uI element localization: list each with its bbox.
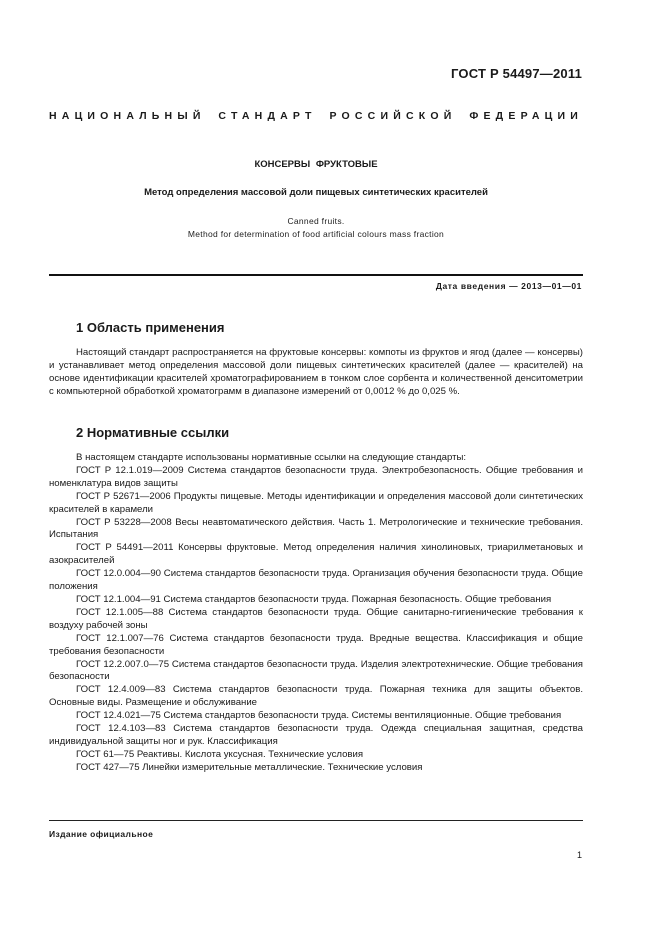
- reference-item: ГОСТ 61—75 Реактивы. Кислота уксусная. Технические условия: [76, 748, 364, 760]
- reference-item: ГОСТ 12.4.009—83 Система стандартов безопасности труда. Пожарная техника для защиты объектов. Основные виды. Размещение и обслуживание: [49, 684, 583, 709]
- footer-divider: [49, 820, 583, 821]
- reference-item: ГОСТ Р 52671—2006 Продукты пищевые. Методы идентификации и определения массовой доли синтетических красителей в карамели: [49, 490, 583, 515]
- reference-item: ГОСТ Р 12.1.019—2009 Система стандартов безопасности труда. Электробезопасность. Общие требования и номенклатура видов защиты: [49, 464, 583, 489]
- section-heading-references: 2 Нормативные ссылки: [76, 425, 230, 440]
- section-body-references: [49, 452, 583, 775]
- section-heading-scope: 1 Область применения: [76, 320, 225, 335]
- reference-item: ГОСТ 12.1.007—76 Система стандартов безопасности труда. Вредные вещества. Классификация и общие требования безопасности: [49, 632, 583, 657]
- paragraph: В настоящем стандарте использованы нормативные ссылки на следующие стандарты:: [76, 452, 467, 463]
- document-title: КОНСЕРВЫ ФРУКТОВЫЕ: [254, 159, 378, 170]
- reference-item: ГОСТ 427—75 Линейки измерительные металлические. Технические условия: [76, 761, 423, 773]
- reference-item: ГОСТ Р 53228—2008 Весы неавтоматического действия. Часть 1. Метрологические и технические требования. Испытания: [49, 516, 583, 541]
- english-subtitle: Method for determination of food artificial colours mass fraction: [187, 229, 445, 239]
- english-title: Canned fruits.: [287, 216, 345, 226]
- reference-item: ГОСТ 12.1.005—88 Система стандартов безопасности труда. Общие санитарно-гигиенические требования к воздуху рабочей зоны: [49, 606, 583, 631]
- page-number: 1: [576, 850, 582, 860]
- introduction-date: Дата введения — 2013—01—01: [435, 281, 582, 291]
- reference-item: ГОСТ Р 54491—2011 Консервы фруктовые. Метод определения наличия хинолиновых, триарилметановых и азокрасителей: [49, 542, 583, 567]
- document-code: ГОСТ Р 54497—2011: [451, 66, 582, 81]
- reference-item: ГОСТ 12.1.004—91 Система стандартов безопасности труда. Пожарная безопасность. Общие требования: [76, 593, 552, 605]
- header-divider: [49, 274, 583, 276]
- section-body-scope: [49, 347, 583, 399]
- document-subtitle: Метод определения массовой доли пищевых синтетических красителей: [144, 187, 488, 198]
- national-standard-banner: НАЦИОНАЛЬНЫЙ СТАНДАРТ РОССИЙСКОЙ ФЕДЕРАЦИИ: [49, 110, 583, 122]
- reference-item: ГОСТ 12.2.007.0—75 Система стандартов безопасности труда. Изделия электротехнические. Общие требования безопасности: [49, 658, 583, 683]
- reference-item: ГОСТ 12.4.021—75 Система стандартов безопасности труда. Системы вентиляционные. Общие требования: [76, 710, 562, 722]
- paragraph: Настоящий стандарт распространяется на фруктовые консервы: компоты из фруктов и ягод (далее — консервы) и устанавливает метод определения массовой доли пищевых синтетических красителей (далее — красителей) на основе идентификации красителей хроматографированием в тонком слое сорбента и количественной денситометрии с компьютерной обработкой хроматограмм в диапазоне измерений от 0,0012 % до 0,025 %.: [49, 347, 583, 397]
- reference-item: ГОСТ 12.4.103—83 Система стандартов безопасности труда. Одежда специальная защитная, средства индивидуальной защиты ног и рук. Классификация: [49, 723, 583, 747]
- reference-item: ГОСТ 12.0.004—90 Система стандартов безопасности труда. Организация обучения безопасности труда. Общие положения: [49, 568, 583, 593]
- official-edition-label: Издание официальное: [49, 829, 154, 839]
